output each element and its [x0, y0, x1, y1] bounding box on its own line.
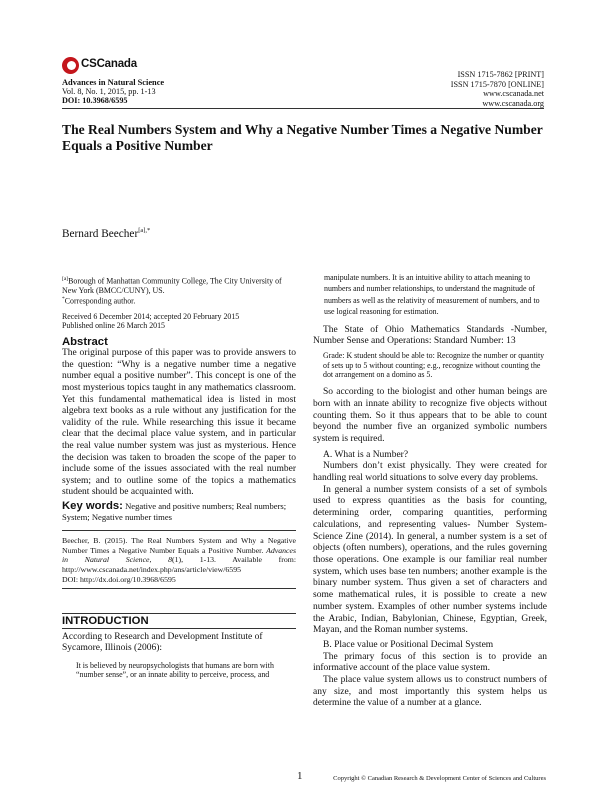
introduction-paragraph: According to Research and Development Institute of Sycamore, Illinois (2006):	[62, 631, 263, 654]
abstract-text: The original purpose of this paper was to provide answers to the question: “Why is a negative number time a negative number equal a positive number”. This concept is one of the most mysterious topics taught in any mathematics classroom. Yet this fundamental mathematical idea is listed in most algebra text books as a rule without any justification for the validity of the rule. While researching this issue it became clear that the decimal place value system, and in particular the real value number system was just as mysterious. Hence the decision was taken to broaden the scope of the paper to include some of the issues associated with the real number system; and to outline some of the topics a mathematics student should be acquainted with.	[62, 348, 296, 498]
citation-text: Beecher, B. (2015). The Real Numbers System and Why a Negative Number Times a Negative Number Equals a Positive Number.	[62, 535, 296, 555]
journal-name: Advances in Natural Science	[62, 78, 165, 87]
affiliation-sup: [a]	[62, 276, 69, 282]
introduction-heading: INTRODUCTION	[62, 613, 296, 629]
corresponding-author: Corresponding author.	[64, 296, 136, 306]
keywords-text: Negative and positive numbers; Real numbers; System; Negative number times	[62, 500, 287, 522]
journal-url-2[interactable]: www.cscanada.org	[482, 98, 544, 108]
keywords	[62, 501, 296, 523]
copyright: Copyright © Canadian Research & Development Center of Sciences and Cultures	[333, 775, 546, 782]
issn-print: ISSN 1715-7862 [PRINT]	[457, 70, 544, 79]
journal-url-1[interactable]: www.cscanada.net	[483, 89, 544, 99]
numbers-exist-paragraph: Numbers don’t exist physically. They were created for handling real world situations to solve every day problems.	[313, 461, 547, 484]
left-column	[62, 275, 296, 680]
doi: DOI: 10.3968/6595	[62, 96, 128, 105]
affiliation-text: Borough of Manhattan Community College, The City University of New York (BMCC/CUNY), US.	[62, 276, 282, 295]
logo-circle-icon	[62, 57, 79, 74]
introduction-quote: It is believed by neuropsychologists that humans are born with “number sense”, or an innate ability to perceive, process, and	[76, 660, 274, 680]
biologist-paragraph: So according to the biologist and other human beings are born with an innate ability to recognize five objects without counting them. So it thus appears that to be able to count beyond the number five an organized symbolic numbers system is required.	[313, 387, 547, 444]
page-number: 1	[297, 770, 303, 782]
received-date: Received 6 December 2014; accepted 20 February 2015	[62, 311, 240, 321]
author-sup: [a],*	[138, 227, 151, 234]
section-b-heading: B. Place value or Positional Decimal System	[323, 639, 494, 650]
citation-volume: 8	[168, 555, 173, 565]
affiliation	[62, 275, 296, 306]
number-system-paragraph: In general a number system consists of a set of symbols used to express quantities as the basis for counting, determining order, comparing quantities, performing calculations, and representing values- Number System-Science Zine (2014). In general, a number system is a set of objects (often numbers), operations, and the rules governing those operations. One example is our familiar real number system, which uses base ten numbers; another example is the binary number system. Thus given a set of characters and some mathematical rules, it is possible to create a new number system. Examples of other number systems include the Arabic, Indian, Babylonian, Chinese, Egyptian, Greek, Mayan, and the Roman number systems.	[313, 484, 547, 636]
paper-title: The Real Numbers System and Why a Negative Number Times a Negative Number Equals a Positive Number	[62, 122, 543, 153]
citation-journal: Advances in Natural Science	[62, 545, 297, 565]
volume-info: Vol. 8, No. 1, 2015, pp. 1-13	[62, 87, 156, 96]
citation-box: Beecher, B. (2015). The Real Numbers System and Why a Negative Number Times a Negative Number Equals a Positive Number. Advances in Natural Science, 8(1), 1-13. Available from: http://www.cscanada.net/index.php/ans/article/view/6595 DOI: http://dx.doi.org/10.3968/6595	[62, 530, 296, 589]
logo-text: CSCanada	[81, 58, 137, 70]
abstract-heading: Abstract	[62, 336, 108, 349]
right-column	[313, 272, 547, 710]
author	[62, 227, 150, 240]
grade-quote: Grade: K student should be able to: Recognize the number or quantity of sets up to 5 without counting; e.g., recognize without counting the dot arrangement on a domino as 5.	[323, 351, 545, 380]
section-a-heading: A. What is a Number?	[323, 449, 409, 460]
dates	[62, 312, 296, 330]
place-value-paragraph: The place value system allows us to construct numbers of any size, and most importantly this system helps us determine the value of a number at a glance.	[313, 675, 547, 709]
issn-online: ISSN 1715-7870 [ONLINE]	[450, 79, 544, 89]
publisher-logo	[62, 57, 182, 75]
keywords-heading: Key words:	[62, 499, 123, 512]
quote-continued: manipulate numbers. It is an intuitive ability to attach meaning to numbers and number relationships, to understand the magnitude of numbers as well as the relativity of measurement of numbers, and to use logical reasoning for estimation.	[324, 273, 540, 317]
focus-paragraph: The primary focus of this section is to provide an informative account of the place value system.	[313, 651, 547, 674]
author-name: Bernard Beecher	[62, 227, 139, 240]
standards-line: The State of Ohio Mathematics Standards -Number, Number Sense and Operations: Standard Number: 13	[313, 324, 547, 347]
citation-rest[interactable]: (1), 1-13. Available from: http://www.cscanada.net/index.php/ans/article/view/6595	[62, 555, 296, 575]
corr-sup: *	[62, 296, 65, 303]
journal-meta	[62, 78, 164, 105]
published-date: Published online 26 March 2015	[62, 321, 166, 331]
header-divider	[62, 108, 544, 109]
citation-doi[interactable]: DOI: http://dx.doi.org/10.3968/6595	[62, 574, 176, 584]
issn-block	[451, 70, 544, 108]
